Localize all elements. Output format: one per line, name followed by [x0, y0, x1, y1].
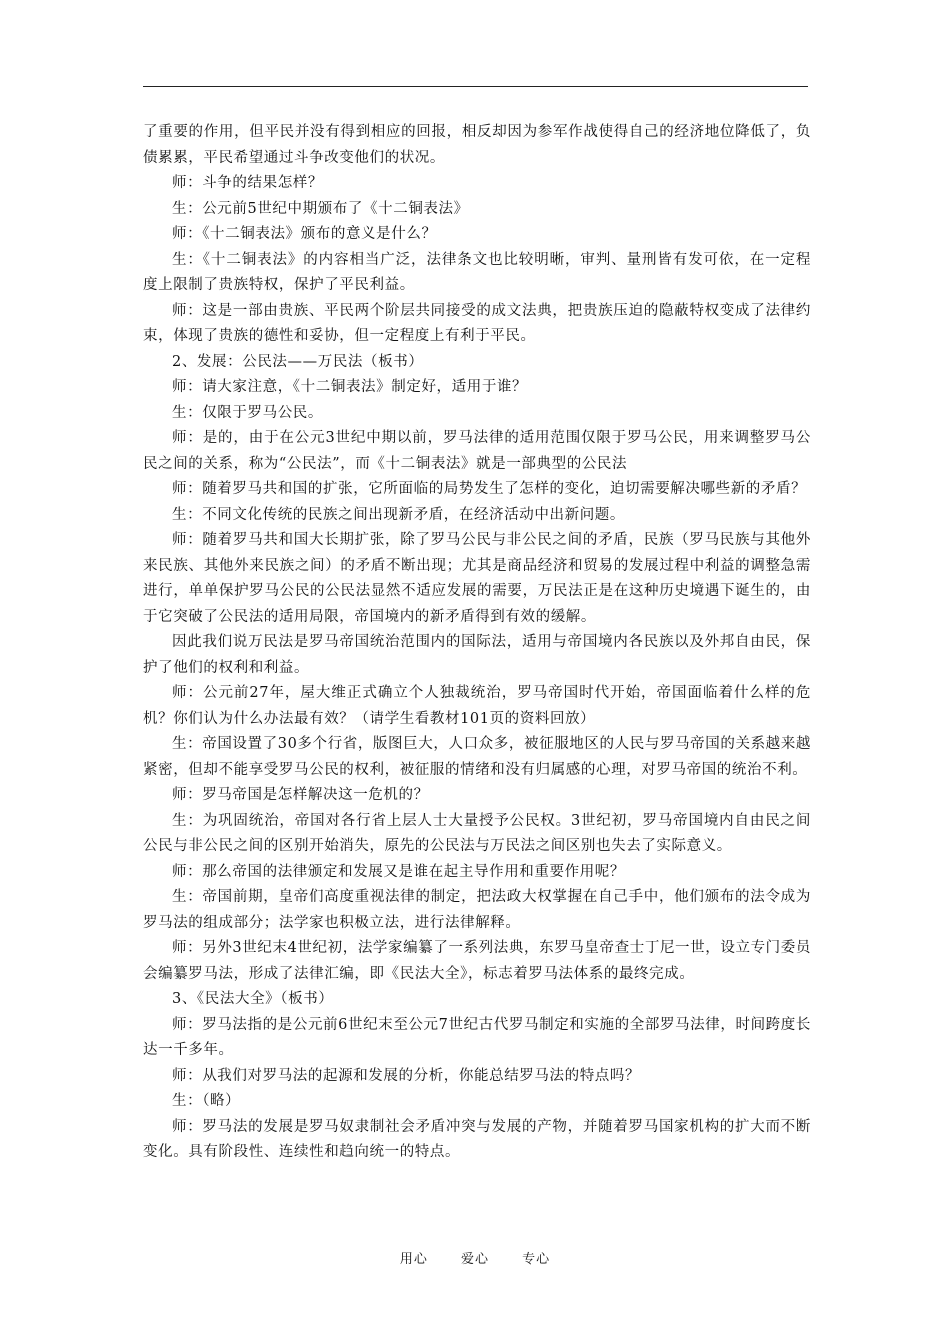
paragraph: 生：（略）	[172, 1093, 241, 1109]
paragraph: 师：罗马帝国是怎样解决这一危机的？	[172, 787, 429, 803]
paragraph: 师：随着罗马共和国的扩张，它所面临的局势发生了怎样的变化，迫切需要解决哪些新的矛盾？	[172, 481, 807, 497]
paragraph: 师：《十二铜表法》颁布的意义是什么？	[172, 226, 437, 242]
paragraph: 生：仅限于罗马公民。	[172, 404, 323, 421]
footer-word: 爱心	[460, 1252, 489, 1267]
header-rule	[143, 86, 808, 87]
paragraph: 师：另外3世纪末4世纪初，法学家编纂了一系列法典，东罗马皇帝查士丁尼一世，设立专门委员会编纂罗马法，形成了法律汇编，即《民法大全》，标志着罗马法体系的最终完成。	[143, 940, 811, 982]
paragraph: 生：不同文化传统的民族之间出现新矛盾，在经济活动中出新问题。	[172, 506, 625, 523]
paragraph: 师：从我们对罗马法的起源和发展的分析，你能总结罗马法的特点吗？	[172, 1067, 641, 1084]
footer-word: 专心	[522, 1252, 551, 1267]
paragraph: 生：帝国设置了30多个行省，版图巨大，人口众多，被征服地区的人民与罗马帝国的关系越来越紧密，但却不能享受罗马公民的权利，被征服的情绪和没有归属感的心理，对罗马帝国的统治不利。	[143, 736, 811, 778]
document-body	[143, 120, 811, 1166]
paragraph: 师：请大家注意，《十二铜表法》制定好，适用于谁？	[172, 379, 528, 395]
paragraph: 师：随着罗马共和国大长期扩张，除了罗马公民与非公民之间的矛盾，民族（罗马民族与其他外来民族、其他外来民族之间）的矛盾不断出现；尤其是商品经济和贸易的发展过程中利益的调整急需进行，单单保护罗马公民的公民法显然不适应发展的需要，万民法正是在这种历史境遇下诞生的，由于它突破了公民法的适用局限，帝国境内的新矛盾得到有效的缓解。	[143, 532, 811, 625]
footer-word: 用心	[399, 1252, 428, 1267]
paragraph: 生：帝国前期，皇帝们高度重视法律的制定，把法政大权掌握在自己手中，他们颁布的法令成为罗马法的组成部分；法学家也积极立法，进行法律解释。	[143, 889, 811, 931]
paragraph: 师：公元前27年，屋大维正式确立个人独裁统治，罗马帝国时代开始，帝国面临着什么样的危机？你们认为什么办法最有效？（请学生看教材101页的资料回放）	[143, 685, 811, 727]
paragraph: 了重要的作用，但平民并没有得到相应的回报，相反却因为参军作战使得自己的经济地位降低了，负债累累，平民希望通过斗争改变他们的状况。	[143, 124, 811, 166]
section-heading: 2、发展：公民法——万民法（板书）	[172, 353, 424, 370]
paragraph: 师：是的，由于在公元3世纪中期以前，罗马法律的适用范围仅限于罗马公民，用来调整罗马公民之间的关系，称为“公民法”，而《十二铜表法》就是一部典型的公民法	[143, 430, 811, 472]
paragraph: 因此我们说万民法是罗马帝国统治范围内的国际法，适用与帝国境内各民族以及外邦自由民，保护了他们的权利和利益。	[143, 634, 811, 676]
paragraph: 师：罗马法的发展是罗马奴隶制社会矛盾冲突与发展的产物，并随着罗马国家机构的扩大而不断变化。具有阶段性、连续性和趋向统一的特点。	[143, 1118, 811, 1160]
page-footer	[0, 1248, 950, 1267]
paragraph: 生：《十二铜表法》的内容相当广泛，法律条文也比较明晰，审判、量刑皆有发可依，在一定程度上限制了贵族特权，保护了平民利益。	[143, 251, 811, 293]
paragraph: 师：罗马法指的是公元前6世纪末至公元7世纪古代罗马制定和实施的全部罗马法律，时间跨度长达一千多年。	[143, 1016, 811, 1058]
paragraph: 师：那么帝国的法律颁定和发展又是谁在起主导作用和重要作用呢？	[172, 863, 625, 880]
paragraph: 师：斗争的结果怎样？	[172, 175, 323, 191]
paragraph: 生：公元前5世纪中期颁布了《十二铜表法》	[172, 200, 469, 217]
section-heading: 3、《民法大全》（板书）	[172, 991, 334, 1007]
paragraph: 师：这是一部由贵族、平民两个阶层共同接受的成文法典，把贵族压迫的隐蔽特权变成了法律约束，体现了贵族的德性和妥协，但一定程度上有利于平民。	[143, 302, 811, 344]
paragraph: 生：为巩固统治，帝国对各行省上层人士大量授予公民权。3世纪初，罗马帝国境内自由民之间公民与非公民之间的区别开始消失，原先的公民法与万民法之间区别也失去了实际意义。	[143, 812, 811, 854]
